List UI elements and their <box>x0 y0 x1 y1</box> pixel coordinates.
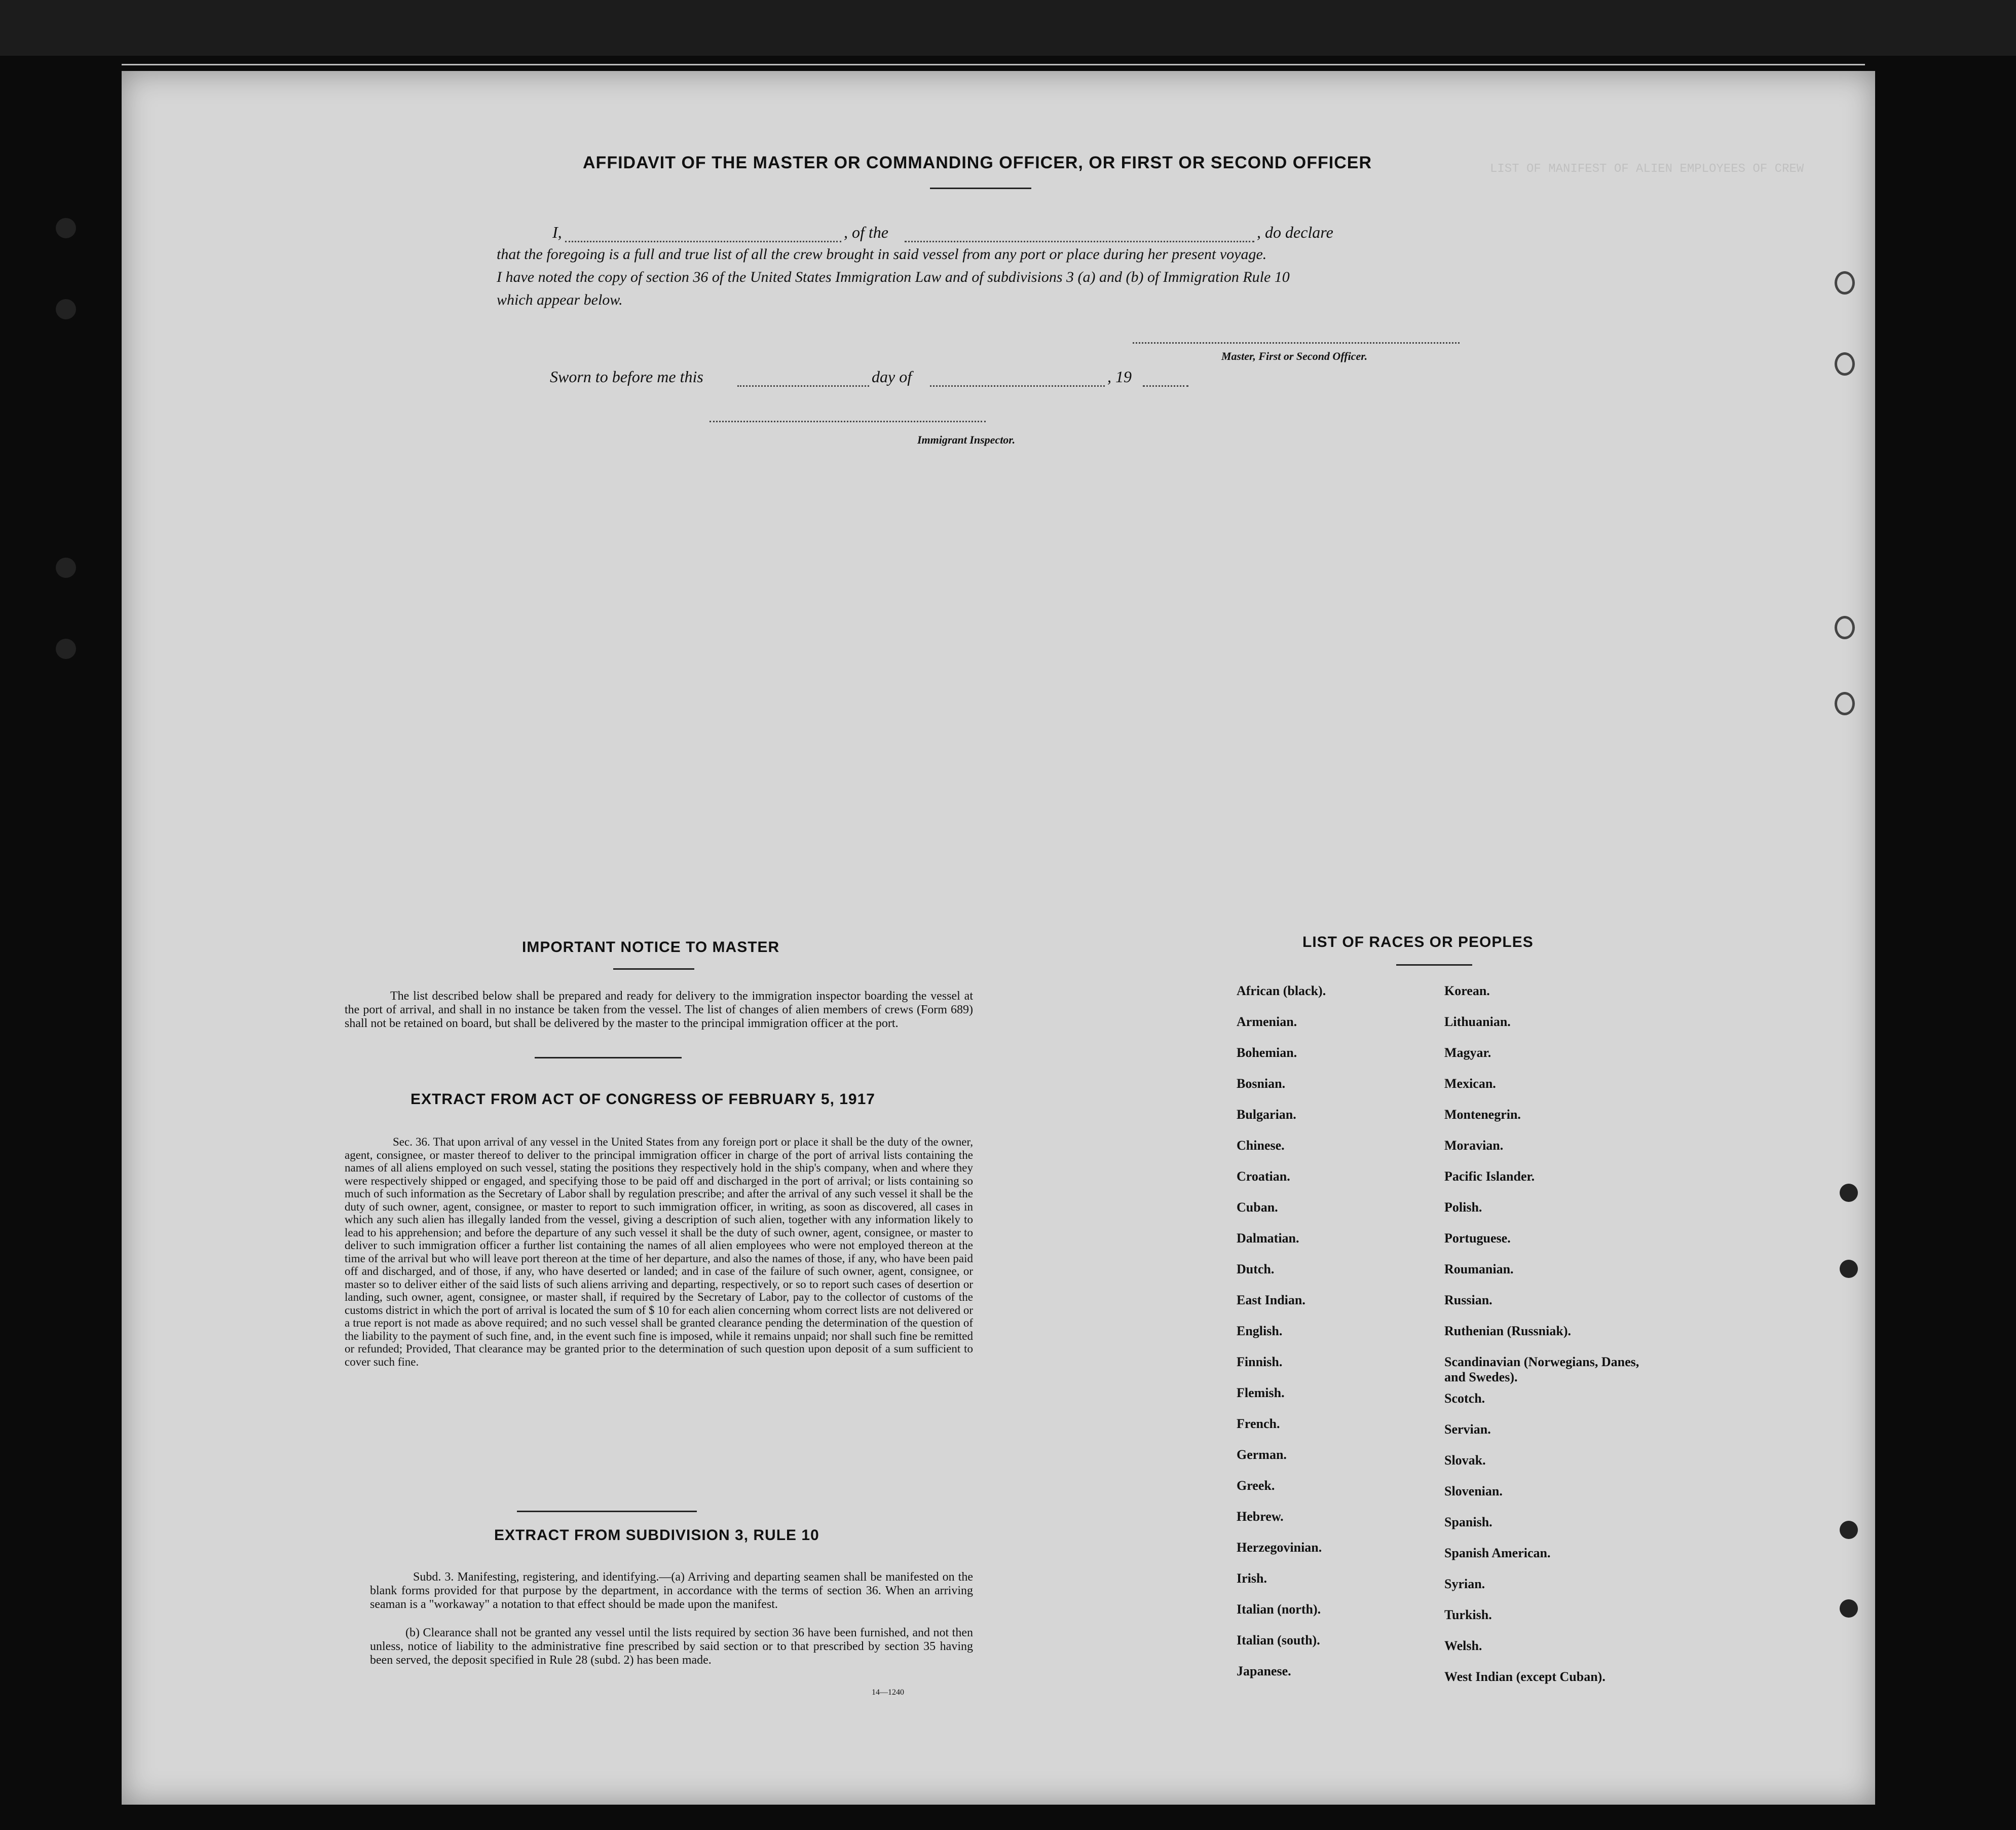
race-item: Polish. <box>1444 1200 1482 1215</box>
notice-text: The list described below shall be prepared and ready for delivery to the immigration inspector boarding the vessel at the port of arrival, and shall in no instance be taken from the vessel. The list of changes of alien members of crews (Form 689) shall not be retained on board, but shall be delivered by the master to the principal immigration officer at the port. <box>345 990 973 1030</box>
form-number: 14—1240 <box>872 1688 904 1697</box>
race-item: Bosnian. <box>1237 1076 1286 1091</box>
inspector-label: Immigrant Inspector. <box>917 433 1016 446</box>
binder-hole-8 <box>1840 1599 1858 1618</box>
race-item: Syrian. <box>1444 1577 1485 1591</box>
binder-hole-2 <box>1835 352 1855 376</box>
race-item: Montenegrin. <box>1444 1107 1521 1122</box>
race-item: Spanish American. <box>1444 1546 1551 1560</box>
notice-divider <box>535 1057 682 1058</box>
race-item: Magyar. <box>1444 1045 1491 1060</box>
extract-act-divider <box>517 1511 697 1512</box>
page-edge-line <box>122 64 1865 65</box>
race-item: Greek. <box>1237 1478 1275 1493</box>
race-item: Scandinavian (Norwegians, Danes, and Swedes). <box>1444 1355 1639 1384</box>
inspector-signature-field[interactable] <box>710 421 986 422</box>
race-item: Welsh. <box>1444 1638 1482 1653</box>
sworn-month-field[interactable] <box>930 385 1105 387</box>
extract-act-title: EXTRACT FROM ACT OF CONGRESS OF FEBRUARY 5, 1917 <box>410 1091 875 1108</box>
race-item: African (black). <box>1237 983 1326 998</box>
bleed-through-text: LIST OF MANIFEST OF ALIEN EMPLOYEES OF CREW <box>1490 162 1804 176</box>
binder-hole-3 <box>1835 616 1855 639</box>
affidavit-line-2: I have noted the copy of section 36 of the United States Immigration Law and of subdivisions 3 (a) and (b) of Immigration Rule 10 <box>497 269 1290 285</box>
race-item: Chinese. <box>1237 1138 1285 1153</box>
race-item: Italian (south). <box>1237 1633 1320 1648</box>
affidavit-do-declare: , do declare <box>1257 223 1333 241</box>
race-item: Dalmatian. <box>1237 1231 1299 1246</box>
races-title: LIST OF RACES OR PEOPLES <box>1302 934 1534 950</box>
race-item: Cuban. <box>1237 1200 1278 1215</box>
race-item: Japanese. <box>1237 1664 1291 1678</box>
race-item: Irish. <box>1237 1571 1267 1586</box>
race-item: Slovak. <box>1444 1453 1486 1468</box>
race-item: Spanish. <box>1444 1515 1492 1529</box>
sworn-day-field[interactable] <box>737 385 869 387</box>
race-item: East Indian. <box>1237 1293 1305 1307</box>
extract-act-text: Sec. 36. That upon arrival of any vessel in the United States from any foreign port or place it shall be the duty of the owner, agent, consignee, or master thereof to deliver to the principal immigration officer in charge of the port of arrival lists containing the names of all aliens employed on such vessel, stating the positions they respectively hold in the ship's company, when and where they were respectively shipped or engaged, and specifying those to be paid off and discharged in the port of arrival; or lists containing so much of such information as the Secretary of Labor shall by regulation prescribe; and after the arrival of any such vessel it shall be the duty of such owner, agent, consignee, or master to report to such immigration officer, in writing, as soon as discovered, all cases in which any such alien has illegally landed from the vessel, giving a description of such alien, together with any information likely to lead to his apprehension; and before the departure of any such vessel it shall be the duty of such owner, agent, consignee, or master to deliver to such immigration officer a further list containing the names of all alien employees who were not employed thereon at the time of the arrival but who will leave port thereon at the time of her departure, and also the names of those, if any, who have been paid off and discharged, and of those, if any, who have deserted or landed; and in case of the failure of such owner, agent, consignee, or master so to deliver either of the said lists of such aliens arriving and departing, respectively, or so to report such cases of desertion or landing, such owner, agent, consignee, or master shall, if required by the Secretary of Labor, pay to the collector of customs of the customs district in which the port of arrival is located the sum of $ 10 for each alien concerning whom correct lists are not delivered or a true report is not made as above required; and no such vessel shall be granted clearance pending the determination of the question of the liability to the payment of such fine, and, in the event such fine is imposed, while it remains unpaid; nor shall such fine be remitted or refunded; Provided, That clearance may be granted prior to the determination of such question upon deposit of a sum sufficient to cover such fine. <box>345 1136 973 1368</box>
notice-title-rule <box>613 968 694 970</box>
races-title-rule <box>1396 964 1472 966</box>
affidavit-of-the: , of the <box>844 223 888 241</box>
race-item: Armenian. <box>1237 1014 1297 1029</box>
race-item: Pacific Islander. <box>1444 1169 1535 1184</box>
affidavit-title-rule <box>930 188 1031 189</box>
day-of-label: day of <box>872 368 912 386</box>
binder-hole-6 <box>1840 1260 1858 1278</box>
race-item: Croatian. <box>1237 1169 1290 1184</box>
sworn-year-field[interactable] <box>1143 385 1188 387</box>
scanner-border-top <box>0 0 2016 56</box>
left-hole-1 <box>56 218 76 238</box>
race-item: Russian. <box>1444 1293 1492 1307</box>
race-item: Moravian. <box>1444 1138 1504 1153</box>
master-name-field[interactable] <box>565 241 841 242</box>
affidavit-title: AFFIDAVIT OF THE MASTER OR COMMANDING OFFICER, OR FIRST OR SECOND OFFICER <box>583 153 1372 172</box>
race-item: Turkish. <box>1444 1607 1492 1622</box>
vessel-name-field[interactable] <box>905 241 1254 242</box>
race-item: Servian. <box>1444 1422 1491 1437</box>
year-label: , 19 <box>1107 368 1132 386</box>
extract-rule-text-b: (b) Clearance shall not be granted any vessel until the lists required by section 36 have been furnished, and not then unless, notice of liability to the administrative fine prescribed by said section or to that prescribed by section 35 having been served, the deposit specified in Rule 28 (subd. 2) has been made. <box>370 1626 973 1667</box>
affidavit-line-1: that the foregoing is a full and true list of all the crew brought in said vessel from any port or place during her present voyage. <box>497 246 1267 263</box>
notice-title: IMPORTANT NOTICE TO MASTER <box>522 939 780 956</box>
master-signature-field[interactable] <box>1133 342 1460 344</box>
race-item: English. <box>1237 1324 1283 1338</box>
extract-rule-title: EXTRACT FROM SUBDIVISION 3, RULE 10 <box>494 1527 819 1544</box>
extract-rule-text-a: Subd. 3. Manifesting, registering, and identifying.—(a) Arriving and departing seamen shall be manifested on the blank forms provided for that purpose by the department, in accordance with the terms of section 36. When an arriving seaman is a "workaway" a notation to that effect should be made upon the manifest. <box>370 1570 973 1611</box>
race-item: Bulgarian. <box>1237 1107 1296 1122</box>
race-item: Roumanian. <box>1444 1262 1514 1276</box>
race-item: Mexican. <box>1444 1076 1496 1091</box>
race-item: Finnish. <box>1237 1355 1283 1369</box>
affidavit-i-label: I, <box>552 223 562 241</box>
race-item: Dutch. <box>1237 1262 1275 1276</box>
affidavit-line-3: which appear below. <box>497 291 623 308</box>
race-item: Hebrew. <box>1237 1509 1284 1524</box>
master-signature-label: Master, First or Second Officer. <box>1221 350 1368 362</box>
document-page <box>122 71 1875 1805</box>
race-item: Slovenian. <box>1444 1484 1503 1498</box>
left-hole-4 <box>56 639 76 659</box>
race-item: German. <box>1237 1447 1287 1462</box>
binder-hole-4 <box>1835 692 1855 715</box>
left-hole-2 <box>56 299 76 319</box>
binder-hole-5 <box>1840 1184 1858 1202</box>
race-item: Portuguese. <box>1444 1231 1511 1246</box>
race-item: Herzegovinian. <box>1237 1540 1322 1555</box>
binder-hole-7 <box>1840 1521 1858 1539</box>
race-item: Ruthenian (Russniak). <box>1444 1324 1571 1338</box>
race-item: Bohemian. <box>1237 1045 1297 1060</box>
sworn-label: Sworn to before me this <box>550 368 703 386</box>
binder-hole-1 <box>1835 271 1855 295</box>
race-item: Flemish. <box>1237 1385 1285 1400</box>
race-item: French. <box>1237 1416 1280 1431</box>
race-item: Korean. <box>1444 983 1490 998</box>
left-hole-3 <box>56 558 76 578</box>
race-item: Scotch. <box>1444 1391 1485 1406</box>
race-item: Lithuanian. <box>1444 1014 1511 1029</box>
race-item: Italian (north). <box>1237 1602 1321 1617</box>
race-item: West Indian (except Cuban). <box>1444 1669 1606 1684</box>
